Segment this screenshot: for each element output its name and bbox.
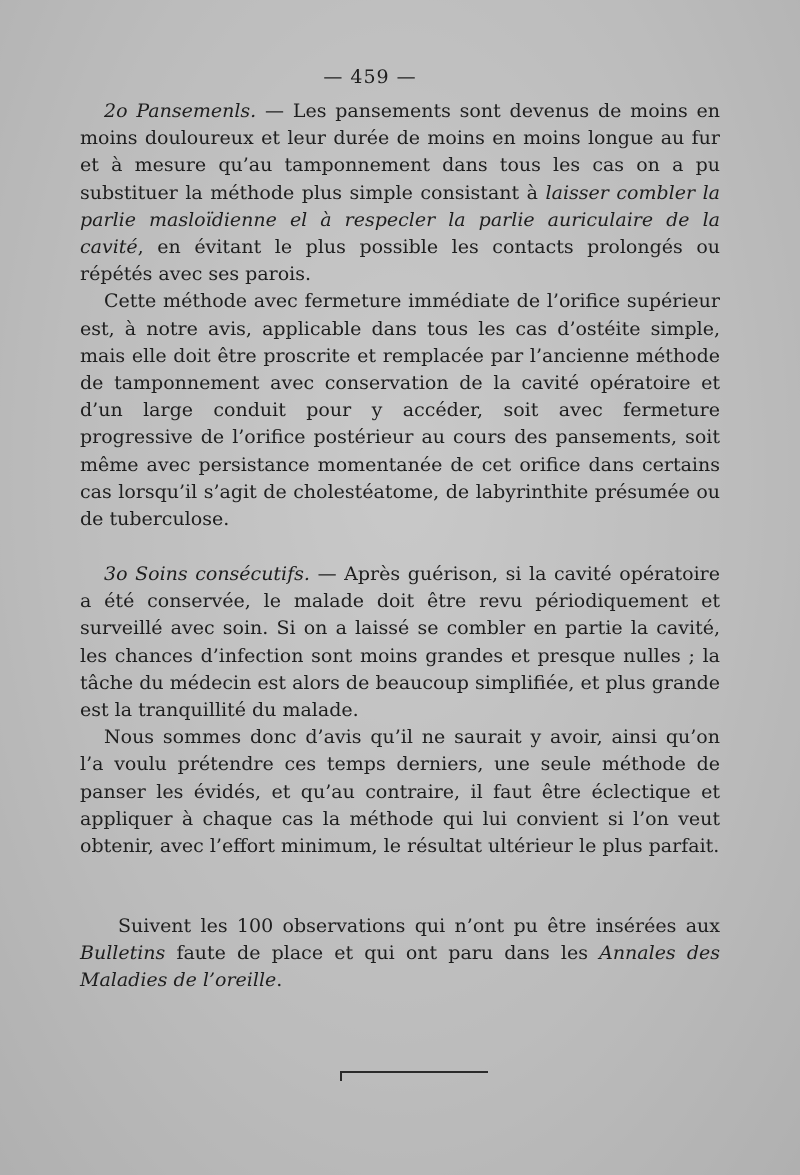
paragraph-closing <box>80 913 720 995</box>
paragraph-pansements-text: — Les pansements sont devenus de moins en moins douloureux et leur durée de moins en moins longue au fur et à mesure qu’au tamponnement dans tous les cas on a pu substituer la méthode plus simple consistant à <box>80 100 720 204</box>
section-closing <box>80 913 720 995</box>
page-number: — 459 — <box>323 66 417 88</box>
end-rule <box>340 1071 488 1073</box>
paragraph-avis: Nous sommes donc d’avis qu’il ne saurait y avoir, ainsi qu’on l’a voulu prétendre ces temps derniers, une seule méthode de panser les évidés, et qu’au contraire, il faut être éclectique et appliquer à chaque cas la méthode qui lui convient si l’on veut obtenir, avec l’effort minimum, le résultat ultérieur le plus parfait. <box>80 726 720 858</box>
closing-end: . <box>276 969 283 992</box>
section-pansements <box>80 98 720 533</box>
section-soins <box>80 561 720 860</box>
heading-soins: 3o Soins consécutifs. <box>104 563 310 585</box>
paragraph-pansements-italic: laisser combler la parlie masloïdienne el à respecler la parlie auriculaire de la cavité <box>80 181 720 259</box>
heading-pansements: 2o Pansemenls. <box>104 100 257 122</box>
paragraph-methode: Cette méthode avec fermeture immédiate de l’orifice supérieur est, à notre avis, applicable dans tous les cas d’ostéite simple, mais elle doit être proscrite et remplacée par l’ancienne méthode de tamponnement avec conservation de la cavité opératoire et d’un large conduit pour y accéder, soit avec fermeture progressive de l’orifice postérieur au cours des pansements, soit même avec persistance momentanée de cet orifice dans certains cas lorsqu’il s’agit de cholestéatome, de labyrinthite présumée ou de tuberculose. <box>80 290 720 531</box>
paragraph-soins <box>80 561 720 724</box>
closing-middle: faute de place et qui ont paru dans les <box>165 942 600 965</box>
paragraph-pansements-tail: , en évitant le plus possible les contacts prolongés ou répétés avec ses parois. <box>80 236 720 286</box>
closing-lead: Suivent les 100 observations qui n’ont pu être insérées aux <box>118 915 720 937</box>
paragraph-soins-text: — Après guérison, si la cavité opératoire a été conservée, le malade doit être revu périodiquement et surveillé avec soin. Si on a laissé se combler en partie la cavité, les chances d’infection sont moins grandes et presque nulles ; la tâche du médecin est alors de beaucoup simplifiée, et plus grande est la tranquillité du malade. <box>80 563 720 722</box>
closing-annales: Annales des Maladies de l’oreille <box>80 942 720 992</box>
closing-bulletins: Bulletins <box>80 942 166 965</box>
paragraph-pansements <box>80 98 720 288</box>
